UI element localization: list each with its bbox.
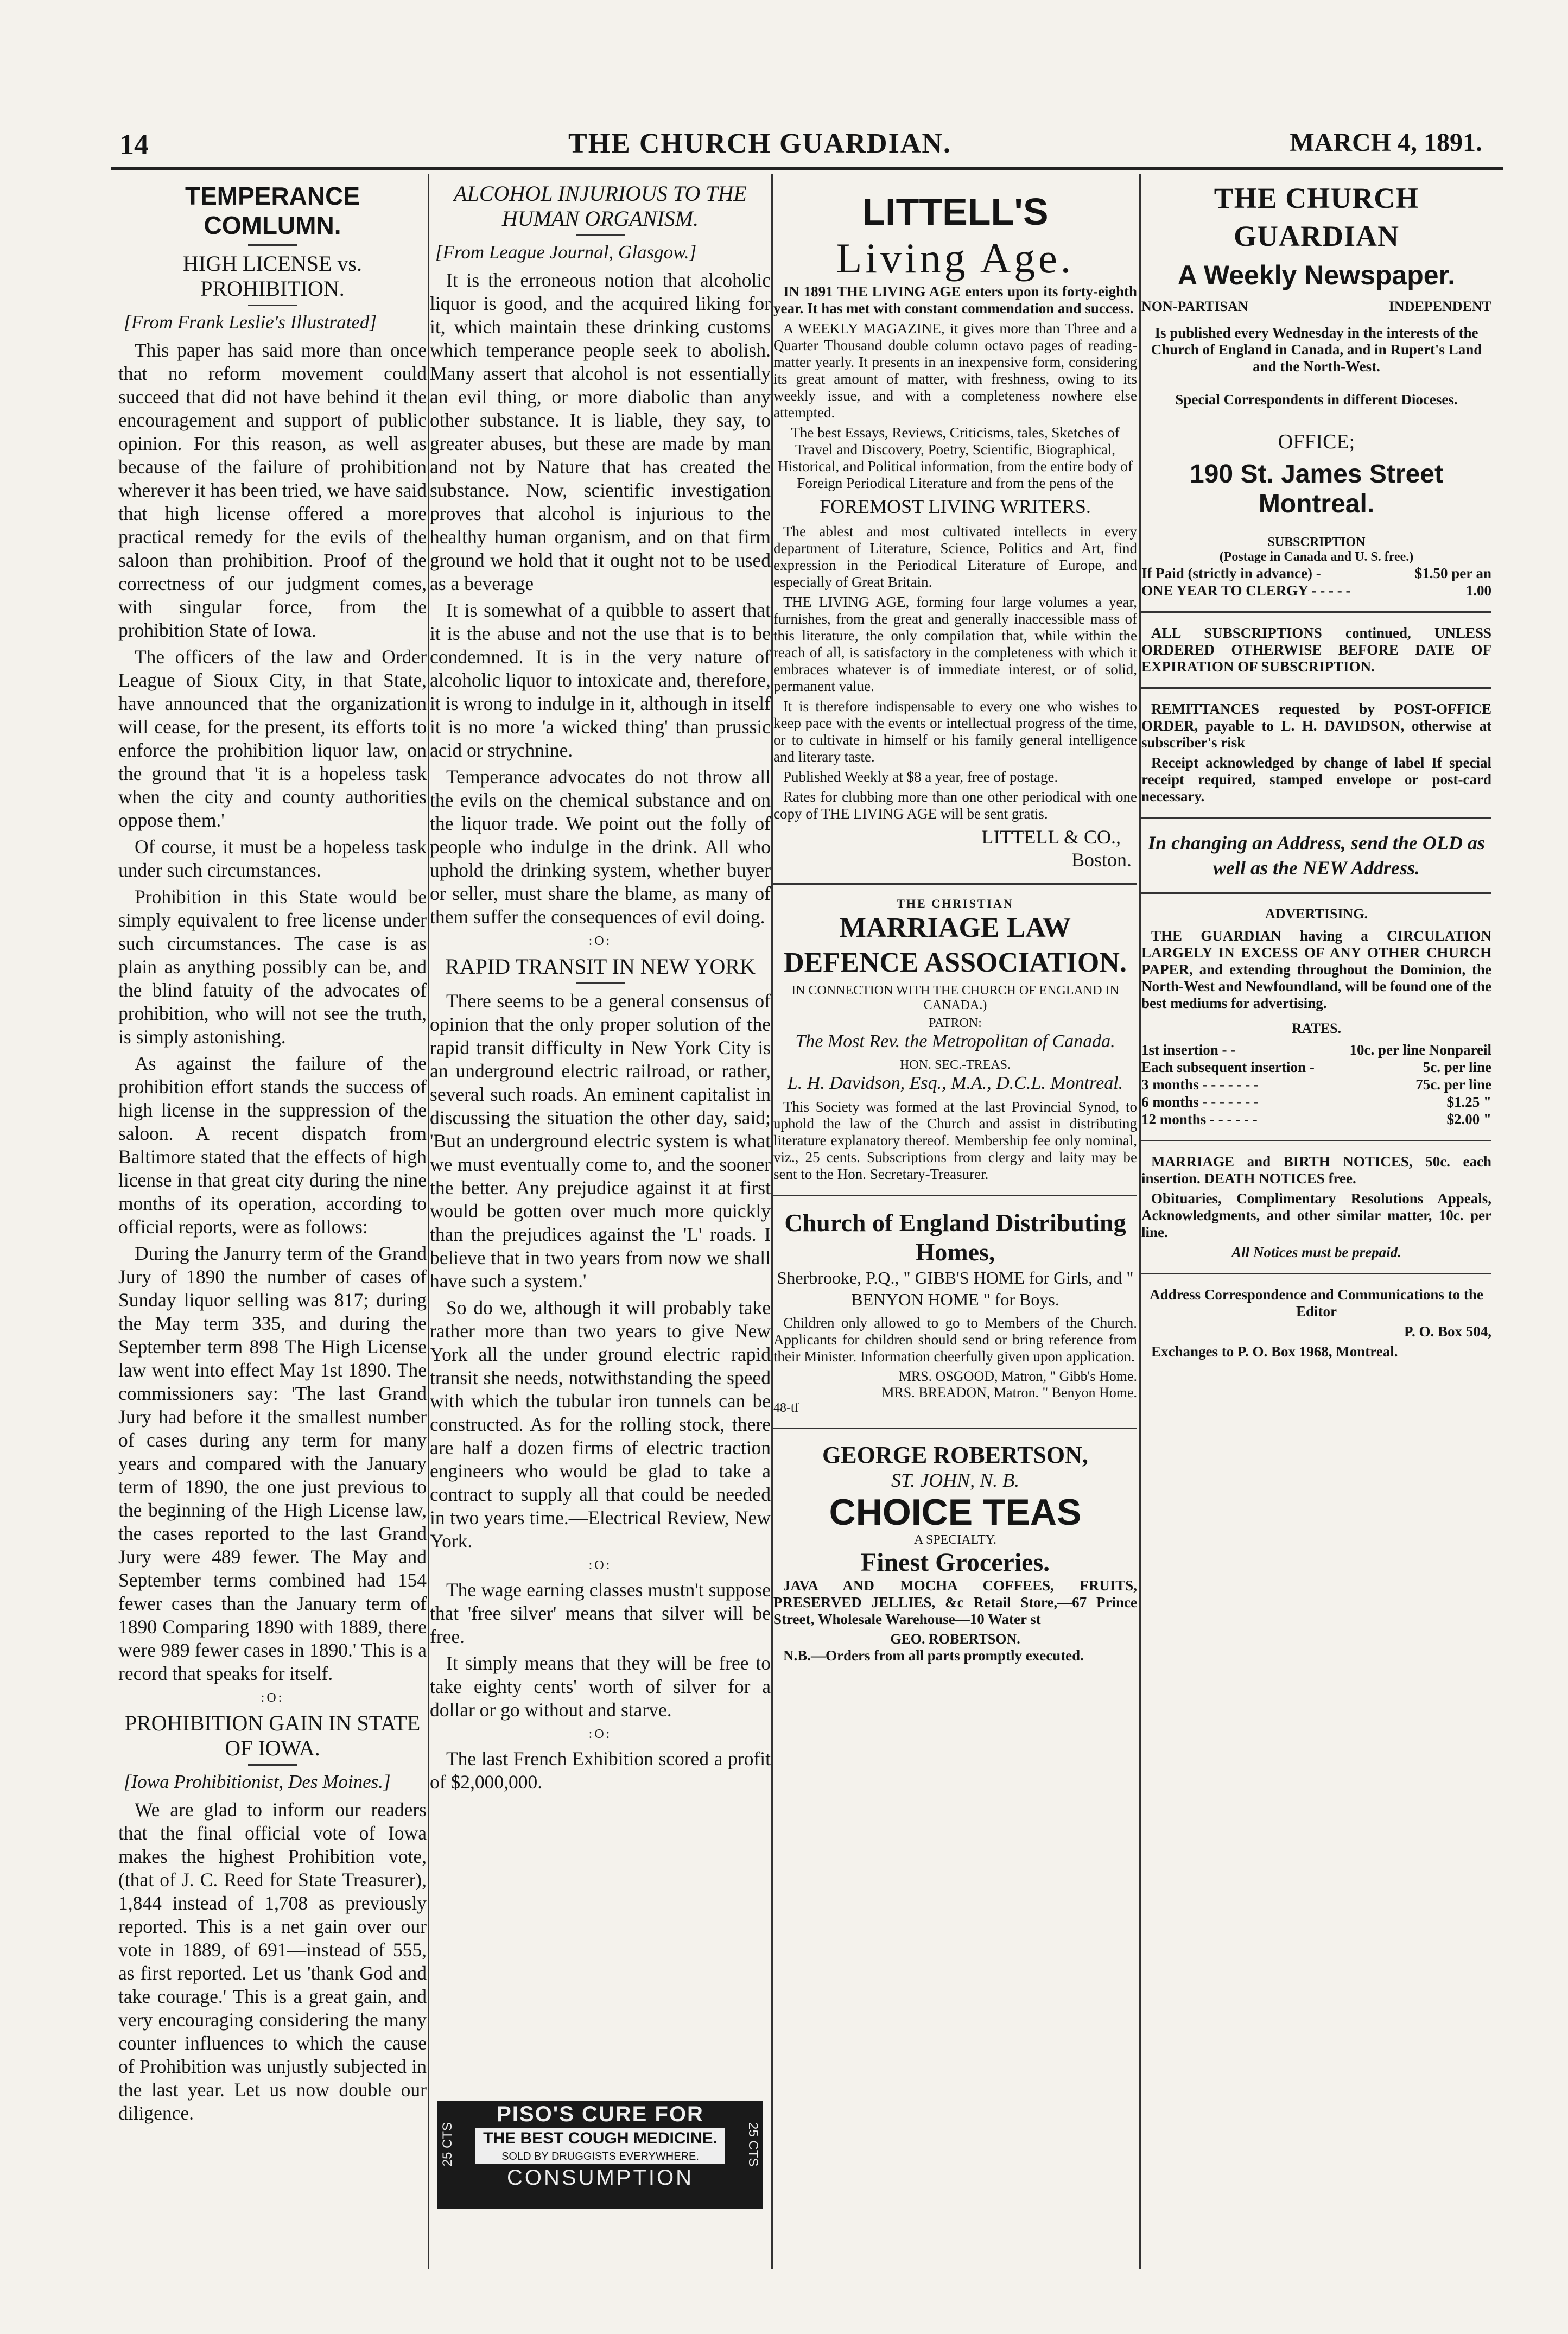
paragraph: This paper has said more than once that no reform movement could succeed that did not have behind it the encouragement and support of public opinion. For this reason, as well as because of the failure of prohibition wherever it has been tried, we have said that high license offered a more practical remedy for the evils of the saloon than prohibition. Proof of the correctness of our judgment comes, with singular force, from the prohibition State of Iowa.	[118, 339, 427, 641]
rate-value: 1.00	[1465, 582, 1491, 599]
paragraph: It is therefore indispensable to every one who wishes to keep pace with the events or intellectual progress of the time, or to cultivate in himself or his family general intelligence and literary taste.	[773, 698, 1137, 765]
marriage-connection: IN CONNECTION WITH THE CHURCH OF ENGLAND IN CANADA.)	[791, 984, 1119, 1012]
littell-writers: FOREMOST LIVING WRITERS.	[820, 496, 1091, 517]
ad-price: 25 CTS	[746, 2122, 760, 2167]
article-source: [Iowa Prohibitionist, Des Moines.]	[124, 1771, 391, 1792]
littell-subtitle: Living Age.	[836, 234, 1075, 282]
newspaper-title: THE CHURCH GUARDIAN.	[568, 128, 951, 159]
paragraph: Of course, it must be a hopeless task under such circumstances.	[118, 836, 427, 881]
robertson-place: ST. JOHN, N. B.	[891, 1469, 1020, 1491]
temperance-heading: TEMPERANCE COMLUMN.	[185, 182, 360, 239]
column-guardian-info	[1141, 179, 1491, 2253]
paragraph: We are glad to inform our readers that the final official vote of Iowa makes the highest Prohibition vote, (that of J. C. Reed for State Treasurer), 1,844 instead of 1,708 as previously reported. This is a net gain over our vote in 1889, of 691—instead of 555, as first reported. Let us 'thank God and take courage.' This is a great gain, and very encouraging considering the many counter influences to which the cause of Prohibition was unjustly subjected in the last year. Let us now double our diligence.	[118, 1799, 427, 2124]
paragraph: During the Janurry term of the Grand Jury of 1890 the number of cases of Sunday liquor selling was 817; during the May term 335, and during the September term 898 The High License law went into effect May 1st 1890. The commissioners say: 'The last Grand Jury had before it the smallest number of cases during any term for many years and compared with the January term of 1890, the one just previous to the beginning of the High License law, the cases reported to the last Grand Jury were 489 fewer. The May and September terms combined had 154 fewer cases than the January term of 1890 Comparing 1890 with 1889, there were 989 fewer cases in 1890.' This is a record that speaks for itself.	[118, 1242, 427, 1684]
paragraph: ALL SUBSCRIPTIONS continued, UNLESS ORDERED OTHERWISE BEFORE DATE OF EXPIRATION OF SUBSCRIPTION.	[1141, 625, 1491, 675]
littell-city: Boston.	[1071, 849, 1132, 871]
paragraph: There seems to be a general consensus of opinion that the only proper solution of the rapid transit difficulty in New York City is an underground electric railroad, or rather, several such roads. An eminent capitalist in discussing the situation the other day, said; 'But an underground electric system is what we must eventually come to, and the sooner the better. Any prejudice against it at first would be gotten over much more quickly than the prejudices against the 'L' roads. I believe that in two years from now we shall have such a system.'	[430, 990, 771, 1292]
paragraph: The best Essays, Reviews, Criticisms, tales, Sketches of Travel and Discovery, Poetry, Scientific, Biographical, Historical, and Political information, from the entire body of Foreign Periodical Literature and from the pens of the	[778, 424, 1133, 491]
column-articles	[430, 179, 771, 2253]
robertson-name: GEORGE ROBERTSON,	[822, 1442, 1088, 1468]
littell-signature: LITTELL & CO.,	[981, 826, 1121, 848]
paragraph: REMITTANCES requested by POST-OFFICE ORDER, payable to L. H. DAVIDSON, otherwise at subscriber's risk	[1141, 701, 1491, 751]
independent-label: INDEPENDENT	[1388, 299, 1491, 314]
ad-divider	[773, 883, 1137, 885]
ad-price: 25 CTS	[440, 2122, 455, 2167]
paragraph: Obituaries, Complimentary Resolutions Appeals, Acknowledgments, and other similar matter, 10c. per line.	[1141, 1190, 1491, 1240]
paragraph: All Notices must be prepaid.	[1231, 1244, 1401, 1260]
paragraph: This Society was formed at the last Provincial Synod, to uphold the law of the Church and assist in distributing literature explanatory thereof. Membership fee only nominal, viz., 25 cents. Subscriptions from clergy and laity may be sent to the Hon. Secretary-Treasurer.	[773, 1099, 1137, 1182]
rate-row: Each subsequent insertion - 5c. per line	[1141, 1059, 1491, 1075]
littell-title: LITTELL'S	[862, 191, 1049, 233]
article-source: [From League Journal, Glasgow.]	[435, 242, 697, 263]
separator: :O:	[261, 1691, 284, 1705]
paragraph: The ablest and most cultivated intellects in every department of Literature, Science, Politics and Art, find expression in the Periodical Literature of Europe, and especially of Great Britain.	[773, 523, 1137, 590]
marriage-pretitle: THE CHRISTIAN	[897, 897, 1014, 910]
paragraph: Prohibition in this State would be simply equivalent to free license under such circumstances. The case is as plain as anything possibly can be, and the blind fatuity of the advocates of prohibition, who will not see the truth, is simply astonishing.	[118, 886, 427, 1048]
homes-ref: 48-tf	[773, 1401, 799, 1415]
marriage-sec-label: HON. SEC.-TREAS.	[899, 1058, 1011, 1072]
paragraph: It simply means that they will be free to take eighty cents' worth of silver for a dollar or go without and starve.	[430, 1652, 771, 1721]
paragraph: Address Correspondence and Communications to the Editor	[1150, 1286, 1483, 1320]
marriage-title: MARRIAGE LAW DEFENCE ASSOCIATION.	[784, 912, 1127, 978]
header-rule	[111, 167, 1503, 170]
separator-rule	[248, 244, 297, 246]
column-temperance	[118, 179, 427, 2253]
rates-table	[1141, 1041, 1491, 1128]
ad-divider	[773, 1195, 1137, 1196]
separator-rule	[576, 234, 625, 236]
paragraph: It is the erroneous notion that alcoholic liquor is good, and the acquired liking for it, which maintain these drinking customs which temperance people seek to abolish. Many assert that alcohol is not essentially an evil thing, or more diabolic than any other substance. It is liable, they say, to greater abuses, but these are made by man and not by Nature that has created the substance. Now, scientific investigation proves that alcohol is injurious to the healthy human organism, and on that firm ground we hold that it ought not to be used as a beverage	[430, 269, 771, 594]
paragraph: IN 1891 THE LIVING AGE enters upon its forty-eighth year. It has met with constant commendation and success.	[773, 283, 1137, 316]
office-label: OFFICE;	[1278, 430, 1355, 453]
ad-line: THE BEST COUGH MEDICINE.	[475, 2128, 725, 2149]
advertising-label: ADVERTISING.	[1265, 906, 1368, 922]
paragraph: The wage earning classes mustn't suppose that 'free silver' means that silver will be free.	[430, 1579, 771, 1647]
separator-rule	[248, 305, 297, 306]
section-divider	[1141, 817, 1491, 819]
robertson-teas: CHOICE TEAS	[829, 1492, 1082, 1533]
paragraph: THE GUARDIAN having a CIRCULATION LARGELY IN EXCESS OF ANY OTHER CHURCH PAPER, and extending throughout the Dominion, the North-West and Newfoundland, will be found one of the best mediums for advertising.	[1141, 928, 1491, 1011]
rate-label: If Paid (strictly in advance) -	[1141, 565, 1321, 581]
article-source: [From Frank Leslie's Illustrated]	[124, 312, 377, 333]
homes-matron: MRS. OSGOOD, Matron, " Gibb's Home.	[898, 1368, 1137, 1384]
rate-label: ONE YEAR TO CLERGY - - - - -	[1141, 582, 1351, 599]
paragraph: Special Correspondents in different Dioceses.	[1175, 391, 1458, 408]
paragraph: It is somewhat of a quibble to assert that it is the abuse and not the use that is to be condemned. It is in the very nature of alcoholic liquor to intoxicate and, therefore, it is wrong to indulge in it, although in itself it is no more 'a wicked thing' than prussic acid or strychnine.	[430, 599, 771, 761]
robertson-groceries: Finest Groceries.	[860, 1548, 1050, 1577]
column-divider	[771, 174, 773, 2269]
rate-row: 3 months - - - - - - - 75c. per line	[1141, 1076, 1491, 1093]
ad-divider	[773, 1428, 1137, 1429]
paragraph: Receipt acknowledged by change of label If special receipt required, stamped envelope or post-card necessary.	[1141, 754, 1491, 804]
section-divider	[1141, 611, 1491, 613]
paragraph: Is published every Wednesday in the interests of the Church of England in Canada, and in Rupert's Land and the North-West.	[1151, 325, 1482, 375]
paragraph: So do we, although it will probably take rather more than two years to give New York all the under ground electric rapid transit she needs, notwithstanding the speed with which the tubular iron tunnels can be constructed. As for the rolling stock, there are half a dozen firms of electric traction engineers who would be glad to take a contract to supply all that could be needed in two years time.—Electrical Review, New York.	[430, 1297, 771, 1552]
section-divider	[1141, 1140, 1491, 1141]
paragraph: In changing an Address, send the OLD as well as the NEW Address.	[1148, 832, 1485, 879]
paragraph: P. O. Box 504,	[1404, 1323, 1491, 1340]
guardian-title: THE CHURCH GUARDIAN	[1214, 182, 1419, 252]
office-address: 190 St. James Street Montreal.	[1190, 460, 1443, 518]
homes-title: Church of England Distributing Homes,	[784, 1209, 1126, 1266]
section-divider	[1141, 687, 1491, 689]
paragraph: THE LIVING AGE, forming four large volumes a year, furnishes, from the great and generally inaccessible mass of this literature, the only compilation that, while within the reach of all, is satisfactory in the completeness with which it embraces whatever is of immediate interest, or of solid, permanent value.	[773, 594, 1137, 694]
separator: :O:	[588, 934, 612, 948]
separator: :O:	[588, 1727, 612, 1741]
subscription-label: SUBSCRIPTION	[1267, 535, 1366, 549]
ad-line: PISO'S CURE FOR	[497, 2102, 704, 2126]
robertson-sign: GEO. ROBERTSON.	[890, 1631, 1020, 1647]
section-divider	[1141, 1273, 1491, 1274]
rate-row: 1st insertion - - 10c. per line Nonpareil	[1141, 1042, 1491, 1058]
separator: :O:	[588, 1558, 612, 1572]
issue-date: MARCH 4, 1891.	[1290, 128, 1482, 157]
paragraph: MARRIAGE and BIRTH NOTICES, 50c. each insertion. DEATH NOTICES free.	[1141, 1153, 1491, 1187]
guardian-subtitle: A Weekly Newspaper.	[1177, 260, 1456, 290]
paragraph: The last French Exhibition scored a profit of $2,000,000.	[430, 1748, 771, 1793]
column-divider	[428, 174, 429, 2269]
ad-line: CONSUMPTION	[507, 2166, 694, 2190]
rate-row: 6 months - - - - - - - $1.25 "	[1141, 1094, 1491, 1110]
section-divider	[1141, 892, 1491, 894]
paragraph: N.B.—Orders from all parts promptly executed.	[783, 1647, 1084, 1664]
separator-rule	[576, 982, 625, 984]
paragraph: Temperance advocates do not throw all the evils on the chemical substance and on the liquor trade. We point out the folly of people who indulge in the drink. All who uphold the drinking system, whether buyer or seller, must share the blame, as many of them suffer the consequences of evil doing.	[430, 766, 771, 928]
rates-label: RATES.	[1291, 1020, 1342, 1036]
paragraph: A WEEKLY MAGAZINE, it gives more than Three and a Quarter Thousand double column octavo pages of reading-matter yearly. It presents in an inexpensive form, considering its great amount of matter, with freshness, owing to its weekly issue, and with a completeness nowhere else attempted.	[773, 320, 1137, 421]
subscription-note: (Postage in Canada and U. S. free.)	[1219, 550, 1414, 564]
paragraph: Exchanges to P. O. Box 1968, Montreal.	[1151, 1343, 1398, 1360]
rate-value: $1.50 per an	[1414, 565, 1491, 581]
paragraph: Children only allowed to go to Members of the Church. Applicants for children should send or bring reference from their Minister. Information cheerfully given upon application.	[773, 1315, 1137, 1365]
ad-line: SOLD BY DRUGGISTS EVERYWHERE.	[475, 2149, 725, 2164]
homes-matron: MRS. BREADON, Matron. " Benyon Home.	[881, 1385, 1137, 1400]
page-header	[0, 0, 1568, 163]
article-title: ALCOHOL INJURIOUS TO THE HUMAN ORGANISM.	[454, 181, 747, 231]
page-number: 14	[119, 128, 149, 161]
article-title: PROHIBITION GAIN IN STATE OF IOWA.	[124, 1711, 421, 1760]
paragraph: The officers of the law and Order League of Sioux City, in that State, have announced that the organization will cease, for the present, its efforts to enforce the prohibition liquor law, on the ground that 'it is a hopeless task when the city and county authorities oppose them.'	[118, 646, 427, 831]
homes-subtitle: Sherbrooke, P.Q., " GIBB'S HOME for Girls, and " BENYON HOME " for Boys.	[777, 1268, 1134, 1309]
marriage-sec: L. H. Davidson, Esq., M.A., D.C.L. Montreal.	[787, 1073, 1123, 1093]
piso-cure-ad	[437, 2101, 763, 2209]
separator-rule	[248, 1764, 297, 1766]
rate-row: 12 months - - - - - - $2.00 "	[1141, 1111, 1491, 1127]
column-advertisements	[773, 179, 1137, 2253]
nonpartisan-label: NON-PARTISAN	[1141, 299, 1248, 314]
marriage-patron: The Most Rev. the Metropolitan of Canada.	[795, 1031, 1115, 1051]
paragraph: Published Weekly at $8 a year, free of postage.	[783, 769, 1058, 785]
article-title: HIGH LICENSE vs. PROHIBITION.	[183, 251, 362, 301]
column-divider	[1139, 174, 1141, 2269]
article-title: RAPID TRANSIT IN NEW YORK	[445, 954, 756, 979]
marriage-patron-label: PATRON:	[929, 1016, 982, 1030]
paragraph: As against the failure of the prohibition effort stands the success of high license in the suppression of the saloon. A recent dispatch from Baltimore stated that the effects of high license in that great city during the nine months of its operation, according to official reports, were as follows:	[118, 1052, 427, 1238]
paragraph: Rates for clubbing more than one other periodical with one copy of THE LIVING AGE will be sent gratis.	[773, 789, 1137, 822]
paragraph: JAVA AND MOCHA COFFEES, FRUITS, PRESERVED JELLIES, &c Retail Store,—67 Prince Street, Wholesale Warehouse—10 Water st	[773, 1577, 1137, 1627]
robertson-specialty: A SPECIALTY.	[913, 1533, 997, 1547]
